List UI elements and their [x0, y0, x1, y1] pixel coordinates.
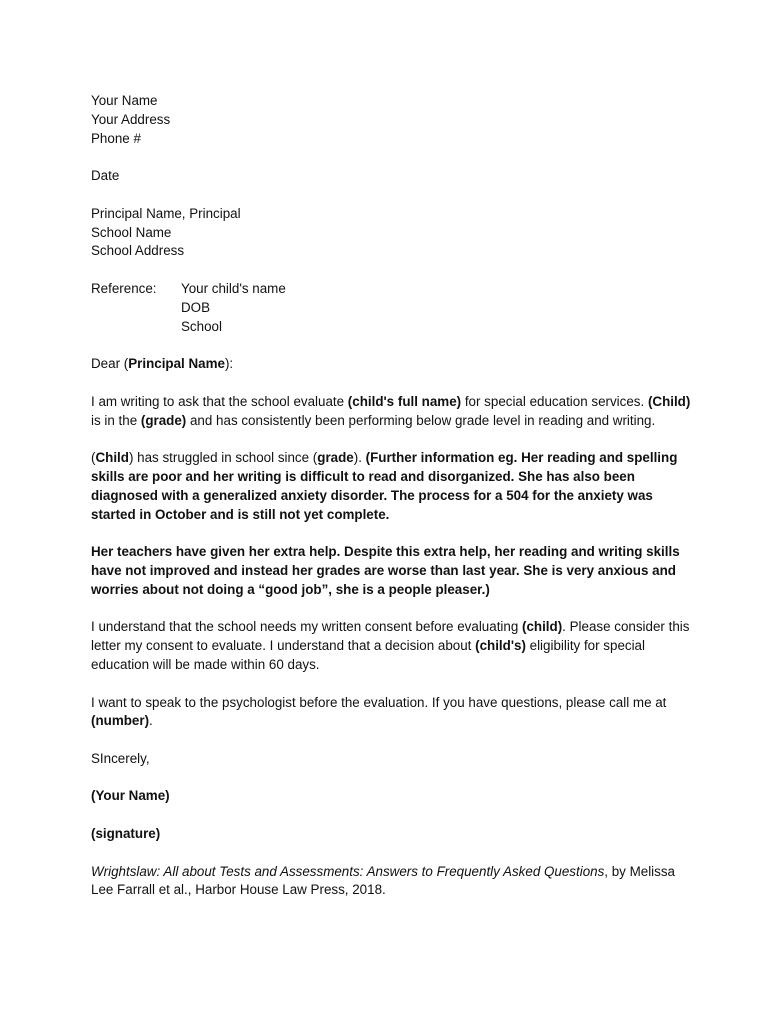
- signature-placeholder: (signature): [91, 826, 161, 842]
- reference-dob: DOB: [181, 299, 211, 315]
- citation: Wrightslaw: All about Tests and Assessments: Answers to Frequently Asked Questions, by Melissa Lee Farrall et al., Harbor House Law Press, 2018.: [91, 863, 675, 898]
- reference-label: Reference:: [91, 280, 157, 296]
- letter-date: Date: [91, 168, 120, 184]
- reference-block: [91, 280, 691, 336]
- reference-child-name: Your child's name: [181, 280, 286, 296]
- sender-block: [91, 92, 691, 148]
- recipient-name: Principal Name, Principal: [91, 205, 241, 221]
- paragraph-teachers: Her teachers have given her extra help. Despite this extra help, her reading and writing skills have not improved and instead her grades are worse than last year. She is very anxious and worries about not doing a “good job”, she is a people pleaser.): [91, 544, 680, 597]
- recipient-address: School Address: [91, 243, 185, 259]
- sender-phone: Phone #: [91, 130, 141, 146]
- closing: SIncerely,: [91, 750, 150, 766]
- recipient-school: School Name: [91, 224, 172, 240]
- paragraph-request: I am writing to ask that the school evaluate (child's full name) for special education services. (Child) is in the (grade) and has consistently been performing below grade level in reading and writing.: [91, 393, 691, 428]
- paragraph-contact: I want to speak to the psychologist before the evaluation. If you have questions, please call me at (number).: [91, 694, 667, 729]
- sender-address: Your Address: [91, 111, 171, 127]
- paragraph-consent: I understand that the school needs my written consent before evaluating (child). Please consider this letter my consent to evaluate. I understand that a decision about (child's) eligibility for special education will be made within 60 days.: [91, 619, 690, 672]
- sender-name: Your Name: [91, 93, 158, 108]
- reference-school: School: [181, 318, 222, 334]
- your-name-placeholder: (Your Name): [91, 788, 170, 804]
- letter-body: [91, 92, 691, 900]
- salutation: Dear (Principal Name):: [91, 356, 234, 372]
- recipient-block: [91, 205, 691, 261]
- paragraph-history: (Child) has struggled in school since (grade). (Further information eg. Her reading and spelling skills are poor and her writing is difficult to read and disorganized. She has also been diagnosed with a generalized anxiety disorder. The process for a 504 for the anxiety was started in October and is still not yet complete.: [91, 450, 678, 522]
